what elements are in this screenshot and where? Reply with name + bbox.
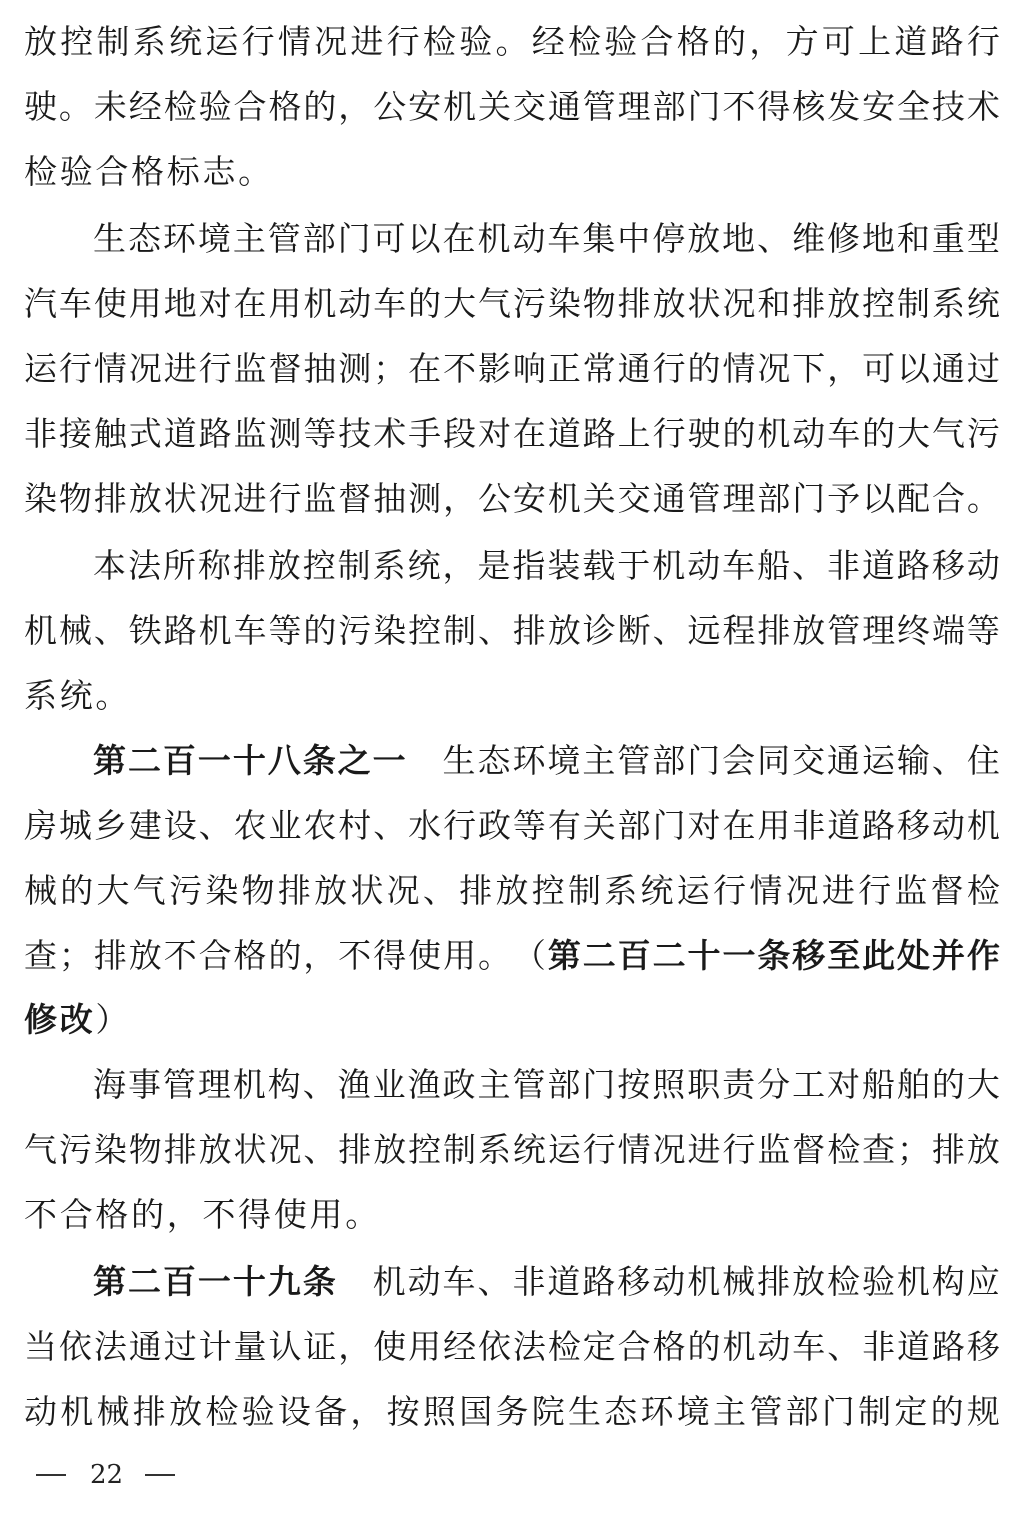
text-line: 不 合 格 的 ， 不 得 使 用 。 — [24, 1195, 379, 1234]
text-line: 汽 车 使 用 地 对 在 用 机 动 车 的 大 气 污 染 物 排 放 状 况 和 排 放 控 制 系 统 — [24, 284, 1000, 323]
text-line: 当 依 法 通 过 计 量 认 证 ， 使 用 经 依 法 检 定 合 格 的 机 动 车 、 非 道 路 移 — [24, 1327, 1000, 1366]
text-line: 检 验 合 格 标 志 。 — [24, 152, 272, 191]
text-line: 第 二 百 一 十 八 条 之 一 生 态 环 境 主 管 部 门 会 同 交 通 运 输 、 住 — [93, 738, 1000, 784]
text-line: 修 改 ） — [24, 1000, 129, 1039]
text-line: 房 城 乡 建 设 、 农 业 农 村 、 水 行 政 等 有 关 部 门 对 在 用 非 道 路 移 动 机 — [24, 806, 1000, 845]
text-line: 生 态 环 境 主 管 部 门 可 以 在 机 动 车 集 中 停 放 地 、 维 修 地 和 重 型 — [93, 219, 1000, 258]
text-line: 驶 。 未 经 检 验 合 格 的 ， 公 安 机 关 交 通 管 理 部 门 不 得 核 发 安 全 技 术 — [24, 87, 1000, 126]
heading-gap — [408, 738, 441, 784]
text-line: 机 械 、 铁 路 机 车 等 的 污 染 控 制 、 排 放 诊 断 、 远 程 排 放 管 理 终 端 等 — [24, 611, 1000, 650]
text-line: 气 污 染 物 排 放 状 况 、 排 放 控 制 系 统 运 行 情 况 进 行 监 督 检 查 ； 排 放 — [24, 1130, 1000, 1169]
text-line: 放 控 制 系 统 运 行 情 况 进 行 检 验 。 经 检 验 合 格 的 ， 方 可 上 道 路 行 — [24, 22, 1000, 61]
heading-gap — [338, 1259, 371, 1305]
footer-dash-right — [145, 1474, 175, 1476]
text-line: 本 法 所 称 排 放 控 制 系 统 ， 是 指 装 载 于 机 动 车 船 、 非 道 路 移 动 — [93, 546, 1000, 585]
text-line: 查 ； 排 放 不 合 格 的 ， 不 得 使 用 。 （ 第 二 百 二 十 一 条 移 至 此 处 并 作 — [24, 936, 1000, 975]
page-number: 22 — [90, 1460, 124, 1490]
text-line: 第 二 百 一 十 九 条 机 动 车 、 非 道 路 移 动 机 械 排 放 检 验 机 构 应 — [93, 1259, 1000, 1305]
text-line: 非 接 触 式 道 路 监 测 等 技 术 手 段 对 在 道 路 上 行 驶 的 机 动 车 的 大 气 污 — [24, 414, 1000, 453]
text-line: 运 行 情 况 进 行 监 督 抽 测 ； 在 不 影 响 正 常 通 行 的 情 况 下 ， 可 以 通 过 — [24, 349, 1000, 388]
footer-dash-left — [36, 1474, 66, 1476]
text-line: 系 统 。 — [24, 676, 129, 715]
text-line: 动 机 械 排 放 检 验 设 备 ， 按 照 国 务 院 生 态 环 境 主 管 部 门 制 定 的 规 — [24, 1392, 1000, 1431]
text-line: 染 物 排 放 状 况 进 行 监 督 抽 测 ， 公 安 机 关 交 通 管 理 部 门 予 以 配 合 。 — [24, 479, 1000, 518]
page-footer — [36, 1455, 175, 1495]
text-line: 海 事 管 理 机 构 、 渔 业 渔 政 主 管 部 门 按 照 职 责 分 工 对 船 舶 的 大 — [93, 1065, 1000, 1104]
text-line: 械 的 大 气 污 染 物 排 放 状 况 、 排 放 控 制 系 统 运 行 情 况 进 行 监 督 检 — [24, 871, 1000, 910]
